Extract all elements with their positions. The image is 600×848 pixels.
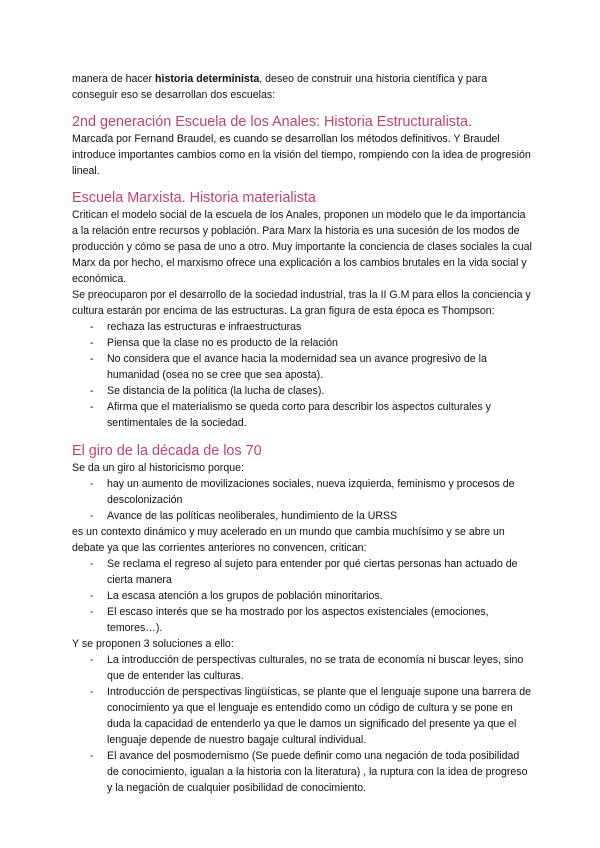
giro-lead-2: Y se proponen 3 soluciones a ello:	[72, 638, 234, 650]
list-item	[72, 476, 532, 508]
marxista-paragraph-2: Se preocuparon por el desarrollo de la sociedad industrial, tras la II G.M para ellos la conciencia y cultura estarán por encima de las estructuras. La gran figura de esta época es Thompson:	[72, 289, 531, 317]
list-item	[72, 684, 532, 748]
list-item-text: Se distancia de la política (la lucha de clases).	[107, 385, 325, 397]
giro-bullet-list-2	[72, 556, 532, 636]
marxista-paragraph-1: Critican el modelo social de la escuela de los Anales, proponen un modelo que le da importancia a la relación entre recursos y población. Para Marx la historia es una sucesión de los modos de producción y cómo se pasa de uno a otro. Muy importante la conciencia de clases sociales la cual Marx da por hecho, el marxismo ofrece una explicación a los cambios brutales en la vida social y económica.	[72, 209, 532, 285]
bullet-dash: -	[90, 510, 94, 522]
list-item	[72, 335, 532, 351]
bullet-dash: -	[90, 606, 94, 618]
list-item-text: Piensa que la clase no es producto de la relación	[107, 337, 338, 349]
intro-paragraph	[72, 71, 532, 103]
list-item-text: No considera que el avance hacia la modernidad sea un avance progresivo de la humanidad (osea no se cree que sea aposta).	[107, 353, 487, 381]
bullet-dash: -	[90, 590, 94, 602]
list-item	[72, 556, 532, 588]
list-item	[72, 351, 532, 383]
giro-lead: Se da un giro al historicismo porque:	[72, 462, 244, 474]
list-item-text: rechaza las estructuras e infraestructuras	[107, 321, 302, 333]
bullet-dash: -	[90, 750, 94, 762]
list-item	[72, 604, 532, 636]
list-item	[72, 588, 532, 604]
list-item	[72, 652, 532, 684]
section-heading-giro: El giro de la década de los 70	[72, 443, 262, 459]
list-item	[72, 748, 532, 796]
giro-bullet-list-1	[72, 476, 532, 524]
document-body	[72, 71, 532, 796]
bullet-dash: -	[90, 385, 94, 397]
bullet-dash: -	[90, 401, 94, 413]
list-item-text: La introducción de perspectivas culturales, no se trata de economía ni buscar leyes, sino que de entender las culturas.	[107, 654, 524, 682]
list-item-text: Afirma que el materialismo se queda corto para describir los aspectos culturales y sentimentales de la sociedad.	[107, 401, 491, 429]
list-item-text: Introducción de perspectivas lingüísticas, se plante que el lenguaje supone una barrera de conocimiento ya que el lenguaje es entendido como un código de cultura y se pone en duda la capacidad de entenderlo ya que le damos un significado del presente ya que el lenguaje depende de nuestro bagaje cultural individual.	[107, 686, 532, 746]
list-item-text: hay un aumento de movilizaciones sociales, nueva izquierda, feminismo y procesos de descolonización	[107, 478, 515, 506]
section-heading-marxista: Escuela Marxista. Historia materialista	[72, 190, 316, 206]
giro-paragraph: es un contexto dinámico y muy acelerado en un mundo que cambia muchísimo y se abre un debate ya que las corrientes anteriores no convencen, critican:	[72, 526, 505, 554]
list-item-text: Se reclama el regreso al sujeto para entender por qué ciertas personas han actuado de cierta manera	[107, 558, 518, 586]
section-heading-anales: 2nd generación Escuela de los Anales: Historia Estructuralista.	[72, 114, 472, 130]
list-item-text: Avance de las políticas neoliberales, hundimiento de la URSS	[107, 510, 398, 522]
list-item	[72, 319, 532, 335]
list-item-text: El escaso interés que se ha mostrado por los aspectos existenciales (emociones, temores…).	[107, 606, 489, 634]
intro-bold-term: historia determinista	[155, 73, 260, 85]
bullet-dash: -	[90, 337, 94, 349]
bullet-dash: -	[90, 654, 94, 666]
list-item	[72, 399, 532, 431]
anales-paragraph: Marcada por Fernand Braudel, es cuando se desarrollan los métodos definitivos. Y Braudel introduce importantes cambios como en la visión del tiempo, rompiendo con la idea de progresión lineal.	[72, 133, 531, 177]
giro-bullet-list-3	[72, 652, 532, 796]
intro-text-continued: , deseo de construir una historia científica y para conseguir eso se desarrollan dos escuelas:	[72, 73, 488, 101]
bullet-dash: -	[90, 478, 94, 490]
list-item-text: El avance del posmodernismo (Se puede definir como una negación de toda posibilidad de conocimiento, igualan a la historia con la literatura) , la ruptura con la idea de progreso y la negación de cualquier posibilidad de conocimiento.	[107, 750, 528, 794]
bullet-dash: -	[90, 686, 94, 698]
intro-text: manera de hacer	[72, 73, 156, 85]
list-item	[72, 383, 532, 399]
bullet-dash: -	[90, 321, 94, 333]
list-item	[72, 508, 532, 524]
bullet-dash: -	[90, 353, 94, 365]
marxista-bullet-list	[72, 319, 532, 431]
bullet-dash: -	[90, 558, 94, 570]
list-item-text: La escasa atención a los grupos de población minoritarios.	[107, 590, 383, 602]
